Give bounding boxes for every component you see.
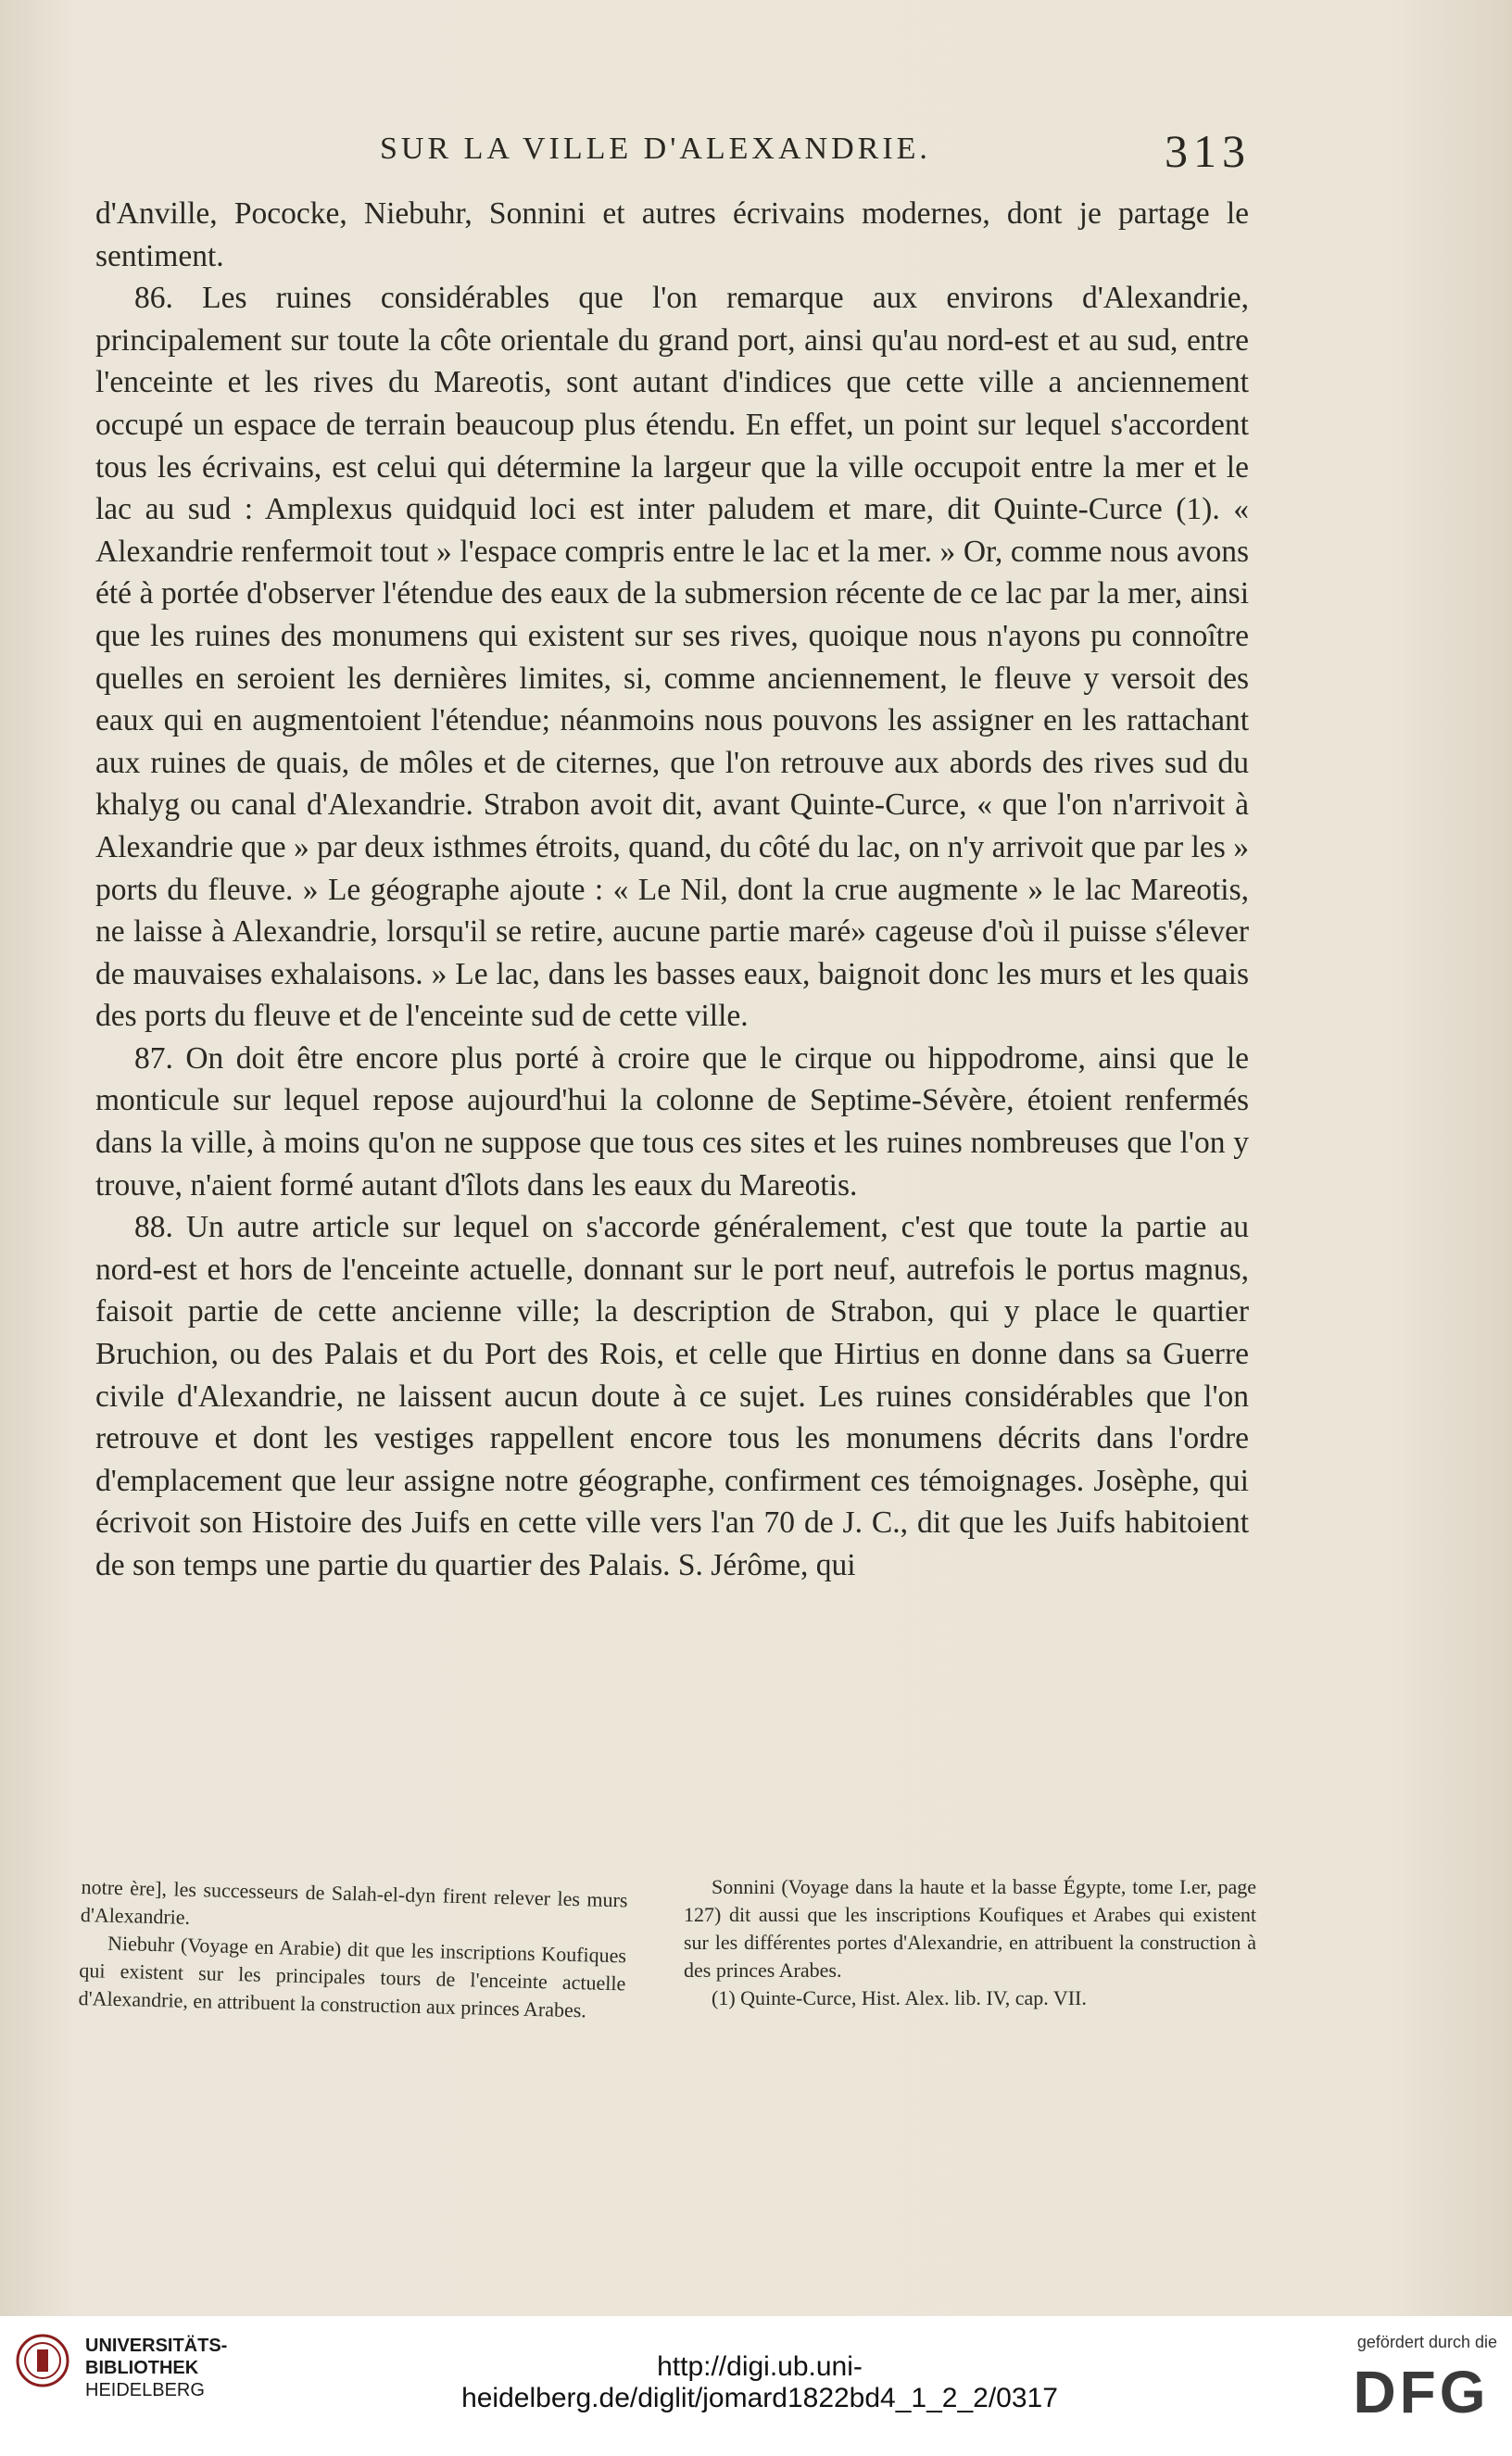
funded-by-label: gefördert durch die (1356, 2333, 1497, 2351)
footnote-left-1: notre ère], les successeurs de Salah-el-dyn firent relever les murs d'Alexandrie. (80, 1874, 628, 1929)
paragraph-86: 86. Les ruines considérables que l'on remarque aux environs d'Alexandrie, principalement sur toute la côte orientale du grand port, ainsi qu'au nord-est et au sud, entre l'enceinte et les rives du Mareotis, sont autant d'indices que cette ville a anciennement occupé un espace de terrain beaucoup plus étendu. En effet, un point sur lequel s'accordent tous les écrivains, est celui qui détermine la largeur que la ville occupoit entre la mer et le lac au sud : Amplexus quidquid loci est inter paludem et mare, dit Quinte-Curce (1). « Alexandrie renfermoit tout » l'espace compris entre le lac et la mer. » Or, comme nous avons été à portée d'observer l'étendue des eaux de la submersion récente de ce lac par la mer, ainsi que les ruines des monumens qui existent sur ses rives, quoique nous n'ayons pu connoître quelles en seroient les dernières limites, si, comme anciennement, le fleuve y versoit des eaux qui en augmentoient l'étendue; néanmoins nous pouvons les assigner en les rattachant aux ruines de quais, de môles et de citernes, que l'on retrouve aux abords des rives sud du khalyg ou canal d'Alexandrie. Strabon avoit dit, avant Quinte-Curce, « que l'on n'arrivoit à Alexandrie que » par deux isthmes étroits, quand, du côté du lac, on n'y arrivoit que par les » ports du fleuve. » Le géographe ajoute : « Le Nil, dont la crue augmente » le lac Mareotis, ne laisse à Alexandrie, lorsqu'il se retire, aucune partie maré» cageuse d'où il puisse s'élever de mauvaises exhalaisons. » Le lac, dans les basses eaux, baignoit donc les murs et les quais des ports du fleuve et de l'enceinte sud de cette ville. (95, 281, 1249, 1034)
body-text (95, 193, 1249, 1587)
paragraph-87: 87. On doit être encore plus porté à croire que le cirque ou hippodrome, ainsi que le monticule sur lequel repose aujourd'hui la colonne de Septime-Sévère, étoient renfermés dans la ville, à moins qu'on ne suppose que tous ces sites et les ruines nombreuses que l'on y trouve, n'aient formé autant d'îlots dans les eaux du Mareotis. (95, 1040, 1249, 1203)
footnote-left-2: Niebuhr (Voyage en Arabie) dit que les inscriptions Koufiques qui existent sur les principales tours de l'enceinte actuelle d'Alexandrie, en attribuent la construction aux princes Arabes. (78, 1931, 627, 2022)
dfg-logo-text: DFG (1353, 2361, 1490, 2420)
institution-line-1: UNIVERSITÄTS- (85, 2336, 228, 2356)
library-footer (0, 2316, 1512, 2456)
footnote-right-2: (1) Quinte-Curce, Hist. Alex. lib. IV, cap. VII. (712, 1986, 1087, 2009)
permalink-url[interactable]: http://digi.ub.uni-heidelberg.de/diglit/jomard1822bd4_1_2_2/0317 (461, 2351, 1058, 2413)
institution-line-3: HEIDELBERG (85, 2380, 205, 2400)
footnotes (78, 1873, 1256, 2059)
university-seal-icon (15, 2333, 70, 2388)
institution-line-2: BIBLIOTHEK (85, 2358, 199, 2378)
paragraph-continuation: d'Anville, Pococke, Niebuhr, Sonnini et autres écrivains modernes, dont je partage le sentiment. (95, 196, 1249, 273)
running-title: SUR LA VILLE D'ALEXANDRIE. (380, 132, 931, 166)
footnote-column-left (78, 1873, 627, 2025)
paragraph-88: 88. Un autre article sur lequel on s'accorde généralement, c'est que toute la partie au nord-est et hors de l'enceinte actuelle, donnant sur le port neuf, autrefois le portus magnus, faisoit partie de cette ancienne ville; la description de Strabon, qui y place le quartier Bruchion, ou des Palais et du Port des Rois, et celle que Hirtius en donne dans sa Guerre civile d'Alexandrie, ne laissent aucun doute à ce sujet. Les ruines considérables que l'on retrouve et dont les vestiges rappellent encore tous les monumens décrits dans l'ordre d'emplacement que leur assigne notre géographe, confirment ces témoignages. Josèphe, qui écrivoit son Histoire des Juifs en cette ville vers l'an 70 de J. C., dit que les Juifs habitoient de son temps une partie du quartier des Palais. S. Jérôme, qui (95, 1210, 1249, 1582)
page-number: 313 (1165, 125, 1251, 177)
dfg-logo (1343, 2361, 1499, 2420)
footnote-column-right (684, 1873, 1256, 2012)
page-header (102, 125, 1251, 183)
footnote-right-1: Sonnini (Voyage dans la haute et la basse Égypte, tome I.er, page 127) dit aussi que les inscriptions Koufiques et Arabes qui existent sur les différentes portes d'Alexandrie, en attribuent la construction à des princes Arabes. (684, 1875, 1256, 1982)
institution-name (85, 2335, 227, 2401)
